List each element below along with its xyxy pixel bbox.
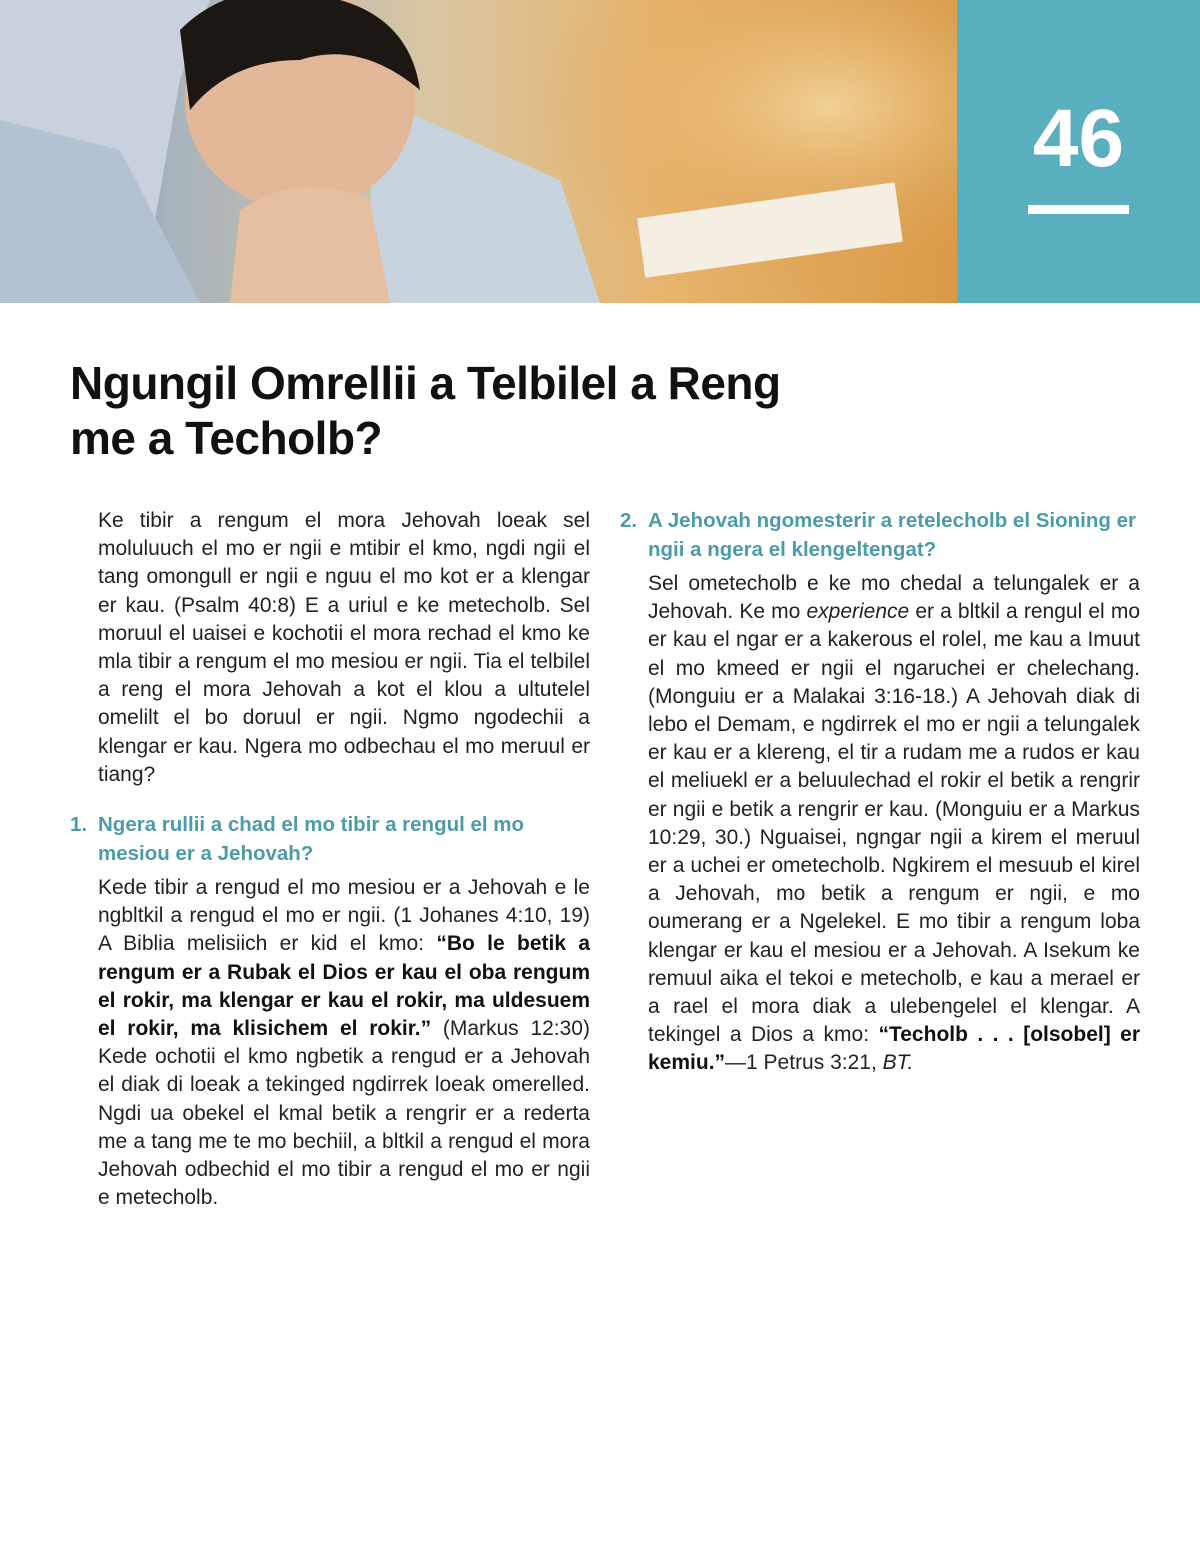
praying-man-illustration [0, 0, 957, 303]
answer-2-citation: BT. [882, 1051, 914, 1075]
answer-1-text-a: Kede tibir a rengud el mo mesiou er a Jehovah e le ngbltkil a rengud el mo er ngii. (1 Johanes 4:10, 19) A Biblia melisiich er kid el kmo: [98, 876, 590, 956]
answer-2-paragraph [620, 570, 1140, 1078]
question-2-number: 2. [620, 509, 638, 532]
answer-2-text-c: —1 Petrus 3:21, [725, 1051, 883, 1075]
hero-photo [0, 0, 957, 303]
answer-1-paragraph [70, 874, 590, 1212]
answer-2-text-b: er a bltkil a rengul el mo er kau el ngar er a kakerous el rolel, me kau a Imuut el mo kmeed er ngii el ngaruchei er chelechang. (Monguiu er a Malakai 3:16-18.) A Jehovah diak di lebo el Demam, e ngdirrek el mo er ngii a telungalek er kau er a klereng, el tir a rudam me a rudos er kau el meliuekl er a beluulechad el rokir el betik a rengrir er ngii e betik a rengrir er kau. (Monguiu er a Markus 10:29, 30.) Nguaisei, ngngar ngii a kirem el meruul er a uchei er ometecholb. Ngkirem el mesuub el kirel a Jehovah, mo betik a rengum er ngii, e mo oumerang er a Ngelekel. E mo tibir a rengum loba klengar er kau el mesiou er a Jehovah. A Isekum ke remuul aika el tekoi e metecholb, e kau a merael er a rael el mora diak a ulebengelel el klengar. A tekingel a Dios a kmo: [648, 600, 1141, 1047]
lesson-number: 46 [1032, 93, 1125, 184]
answer-2-text-a: Sel ometecholb e ke mo chedal a telungalek er a Jehovah. Ke mo [648, 572, 1140, 624]
question-1 [70, 811, 590, 868]
question-1-text: Ngera rullii a chad el mo tibir a rengul el mo mesiou er a Jehovah? [98, 813, 525, 865]
answer-1-text-b: (Markus 12:30) Kede ochotii el kmo ngbetik a rengud er a Jehovah el diak di loeak a tekinged ngdirrek loeak omerelled. Ngdi ua obekel el kmal betik a rengrir er a rederta me a tang me te mo bechiil, a bltkil a rengud el mora Jehovah odbechid el mo tibir a rengud el mo er ngii e metecholb. [98, 1017, 590, 1210]
lesson-number-badge [957, 0, 1200, 303]
answer-1-quote: “Bo le betik a rengum er a Rubak el Dios er kau el oba rengum el rokir, ma klengar er kau el rokir, ma uldesuem el rokir, ma klisichem el rokir.” [98, 932, 591, 1041]
left-column [70, 507, 590, 1212]
intro-paragraph: Ke tibir a rengum el mora Jehovah loeak sel moluluuch el mo er ngii e mtibir el kmo, ngdi ngii el tang omongull er ngii e nguu el mo kot er a klengar er kau. (Psalm 40:8) E a uriul e ke metecholb. Sel moruul el uaisei e kochotii el mora rechad el kmo ke mla tibir a rengum el mo mesiou er ngii. Tia el telbilel a reng el mora Jehovah a kot el klou a ultutelel omelilt el bo doruul er ngii. Ngmo ngodechii a klengar er kau. Ngera mo odbechau el mo meruul er tiang? [98, 509, 590, 786]
answer-2-quote: “Techolb . . . [olsobel] er kemiu.” [648, 1023, 1140, 1075]
answer-2-italic-word: experience [806, 600, 910, 624]
question-2-text: A Jehovah ngomesterir a retelecholb el Sioning er ngii a ngera el klengeltengat? [648, 509, 1136, 561]
right-column [620, 507, 1140, 1078]
question-1-number: 1. [70, 813, 88, 837]
question-2 [620, 507, 1140, 564]
page-title: Ngungil Omrellii a Telbilel a Reng me a Techolb? [70, 357, 781, 464]
lesson-number-underline [1028, 205, 1129, 214]
